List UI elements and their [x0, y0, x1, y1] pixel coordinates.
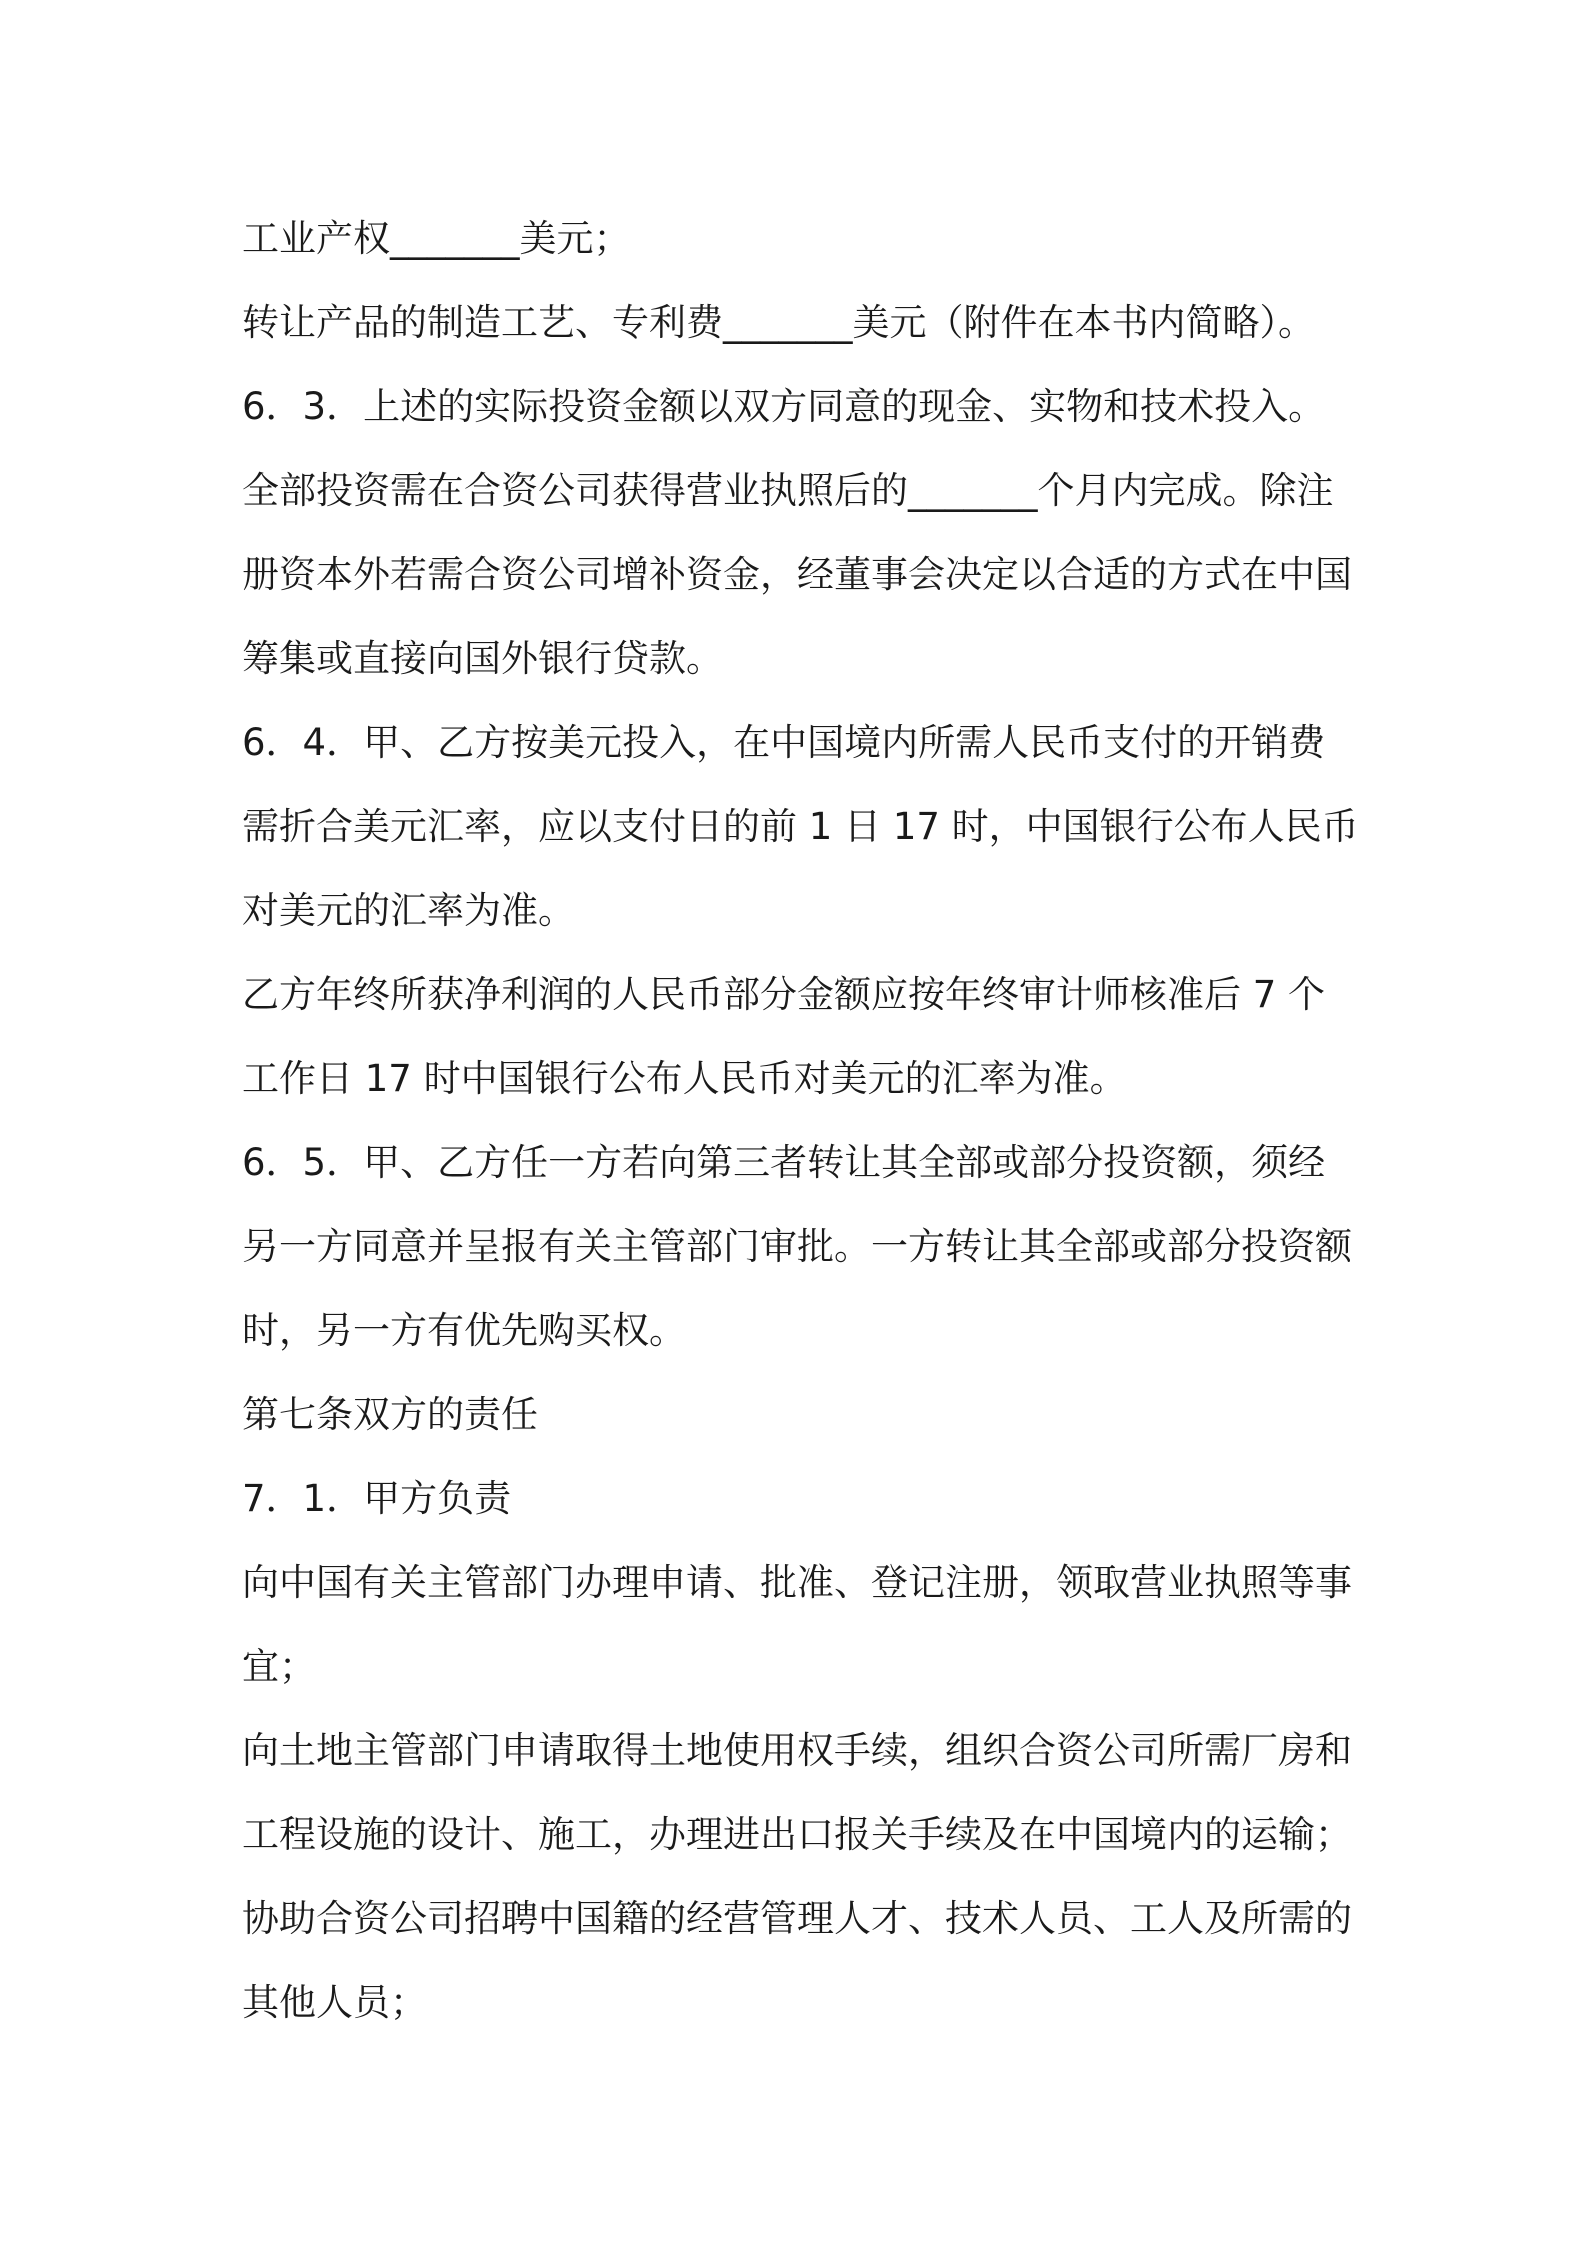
text-line: 乙方年终所获净利润的人民币部分金额应按年终审计师核准后 7 个: [242, 973, 1326, 1016]
text-line: 工作日 17 时中国银行公布人民币对美元的汇率为准。: [242, 1057, 1127, 1100]
clause-7-1: 7．1．甲方负责: [242, 1477, 512, 1520]
text-line: 其他人员；: [242, 1981, 427, 2024]
document-body: [242, 197, 1362, 2045]
text-line: 另一方同意并呈报有关主管部门审批。一方转让其全部或部分投资额: [242, 1225, 1352, 1268]
text-line: 向土地主管部门申请取得土地使用权手续，组织合资公司所需厂房和: [242, 1729, 1352, 1772]
article-7-heading: 第七条双方的责任: [242, 1393, 538, 1436]
text-line: 全部投资需在合资公司获得营业执照后的_______个月内完成。除注: [242, 469, 1334, 512]
text-line: 时，另一方有优先购买权。: [242, 1309, 686, 1352]
text-line: 协助合资公司招聘中国籍的经营管理人才、技术人员、工人及所需的: [242, 1897, 1352, 1940]
text-line: 册资本外若需合资公司增补资金，经董事会决定以合适的方式在中国: [242, 553, 1352, 596]
clause-6-3: 6．3．上述的实际投资金额以双方同意的现金、实物和技术投入。: [242, 385, 1326, 428]
text-line: 工业产权_______美元；: [242, 217, 631, 260]
text-line: 转让产品的制造工艺、专利费_______美元（附件在本书内简略）。: [242, 301, 1315, 344]
text-line: 工程设施的设计、施工，办理进出口报关手续及在中国境内的运输；: [242, 1813, 1352, 1856]
text-line: 宜；: [242, 1645, 316, 1688]
clause-6-5: 6．5．甲、乙方任一方若向第三者转让其全部或部分投资额，须经: [242, 1141, 1326, 1184]
text-line: 对美元的汇率为准。: [242, 889, 575, 932]
text-line: 筹集或直接向国外银行贷款。: [242, 637, 723, 680]
text-line: 向中国有关主管部门办理申请、批准、登记注册，领取营业执照等事: [242, 1561, 1352, 1604]
text-line: 需折合美元汇率，应以支付日的前 1 日 17 时，中国银行公布人民币: [242, 805, 1359, 848]
clause-6-4: 6．4．甲、乙方按美元投入，在中国境内所需人民币支付的开销费: [242, 721, 1326, 764]
